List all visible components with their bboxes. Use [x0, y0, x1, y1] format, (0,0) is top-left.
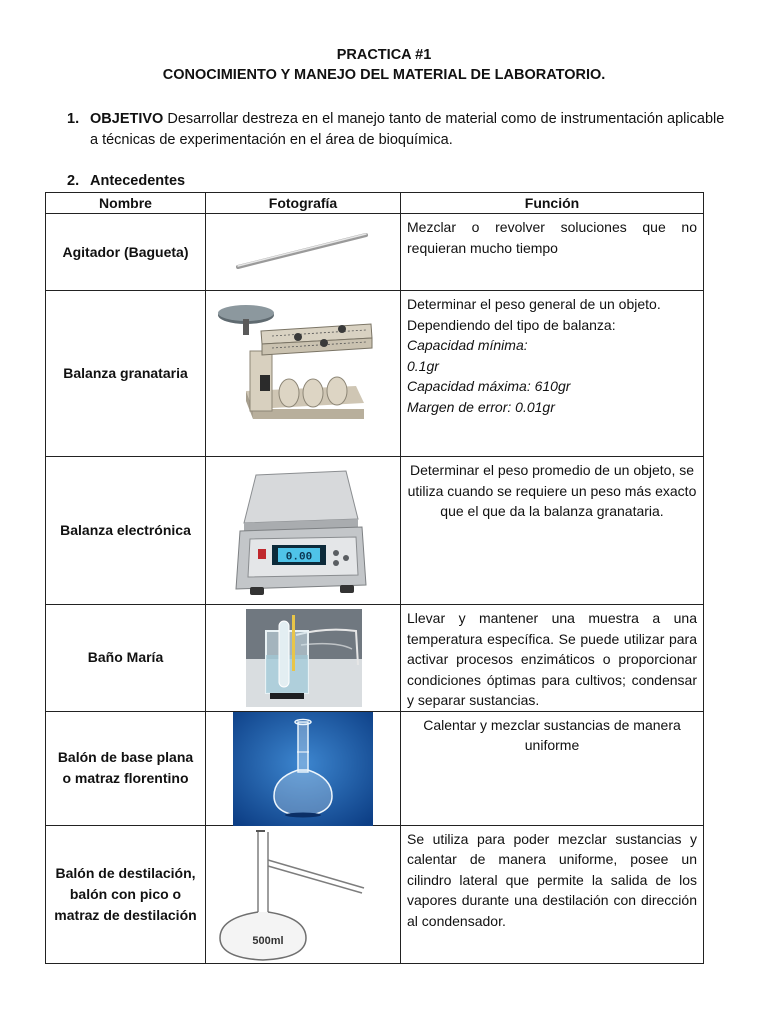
row-function	[401, 291, 704, 457]
scale-display-reading: 0.00	[285, 551, 313, 564]
table-row	[46, 825, 704, 963]
function-line: Margen de error: 0.01gr	[407, 398, 555, 415]
glass-stirring-rod-photo	[206, 214, 401, 291]
antecedentes-number: 2.	[67, 173, 80, 189]
document-subtitle: CONOCIMIENTO Y MANEJO DEL MATERIAL DE LABORATORIO.	[162, 67, 606, 83]
lab-material-table	[45, 192, 704, 964]
row-function: Determinar el peso promedio de un objeto, se utiliza cuando se requiere un peso más exacto que el que da la balanza granataria.	[401, 457, 704, 605]
water-bath-photo	[206, 605, 401, 712]
row-name: Agitador (Bagueta)	[46, 214, 206, 291]
function-line: Capacidad mínima:	[407, 337, 528, 353]
digital-scale-photo	[206, 457, 401, 605]
row-function: Se utiliza para poder mezclar sustancias y calentar de manera uniforme, posee un cilindro lateral que permite la salida de los vapores durante una destilación con dirección al condensador.	[401, 825, 704, 963]
row-name: Balanza electrónica	[46, 457, 206, 605]
table-row	[46, 711, 704, 825]
antecedentes-heading	[67, 171, 185, 192]
table-row	[46, 605, 704, 712]
distillation-flask-photo	[206, 825, 401, 963]
document-title: PRACTICA #1	[336, 47, 432, 63]
row-name: Baño María	[46, 605, 206, 712]
function-line: Determinar el peso general de un objeto.	[407, 296, 661, 312]
row-name: Balanza granataria	[46, 291, 206, 457]
row-name: Balón de destilación, balón con pico o matraz de destilación	[46, 825, 206, 963]
table-row	[46, 457, 704, 605]
header-nombre: Nombre	[46, 193, 206, 214]
row-function: Llevar y mantener una muestra a una temperatura específica. Se puede utilizar para activar procesos enzimáticos o proporcionar condiciones óptimas para cultivos; condensar y separar sustancias.	[401, 605, 704, 712]
function-line: Dependiendo del tipo de balanza:	[407, 316, 616, 333]
table-header-row	[46, 193, 704, 214]
function-line: Capacidad máxima: 610gr	[407, 378, 571, 394]
row-name: Balón de base plana o matraz florentino	[46, 711, 206, 825]
objective-number: 1.	[67, 111, 80, 127]
header-funcion: Función	[401, 193, 704, 214]
triple-beam-balance-photo	[206, 291, 401, 457]
row-function: Mezclar o revolver soluciones que no requieran mucho tiempo	[401, 214, 704, 291]
antecedentes-label: Antecedentes	[90, 173, 186, 189]
table-row	[46, 291, 704, 457]
row-function: Calentar y mezclar sustancias de manera uniforme	[401, 711, 704, 825]
function-line: 0.1gr	[407, 357, 439, 374]
objective-keyword: OBJETIVO	[90, 111, 164, 127]
objective-section	[67, 109, 727, 151]
flask-volume-label: 500ml	[252, 934, 284, 947]
objective-text: Desarrollar destreza en el manejo tanto de material como de instrumentación aplicable a técnicas de experimentación en el área de bioquímica.	[90, 111, 725, 148]
table-row	[46, 214, 704, 291]
flat-bottom-flask-photo	[206, 711, 401, 825]
header-fotografia: Fotografía	[206, 193, 401, 214]
